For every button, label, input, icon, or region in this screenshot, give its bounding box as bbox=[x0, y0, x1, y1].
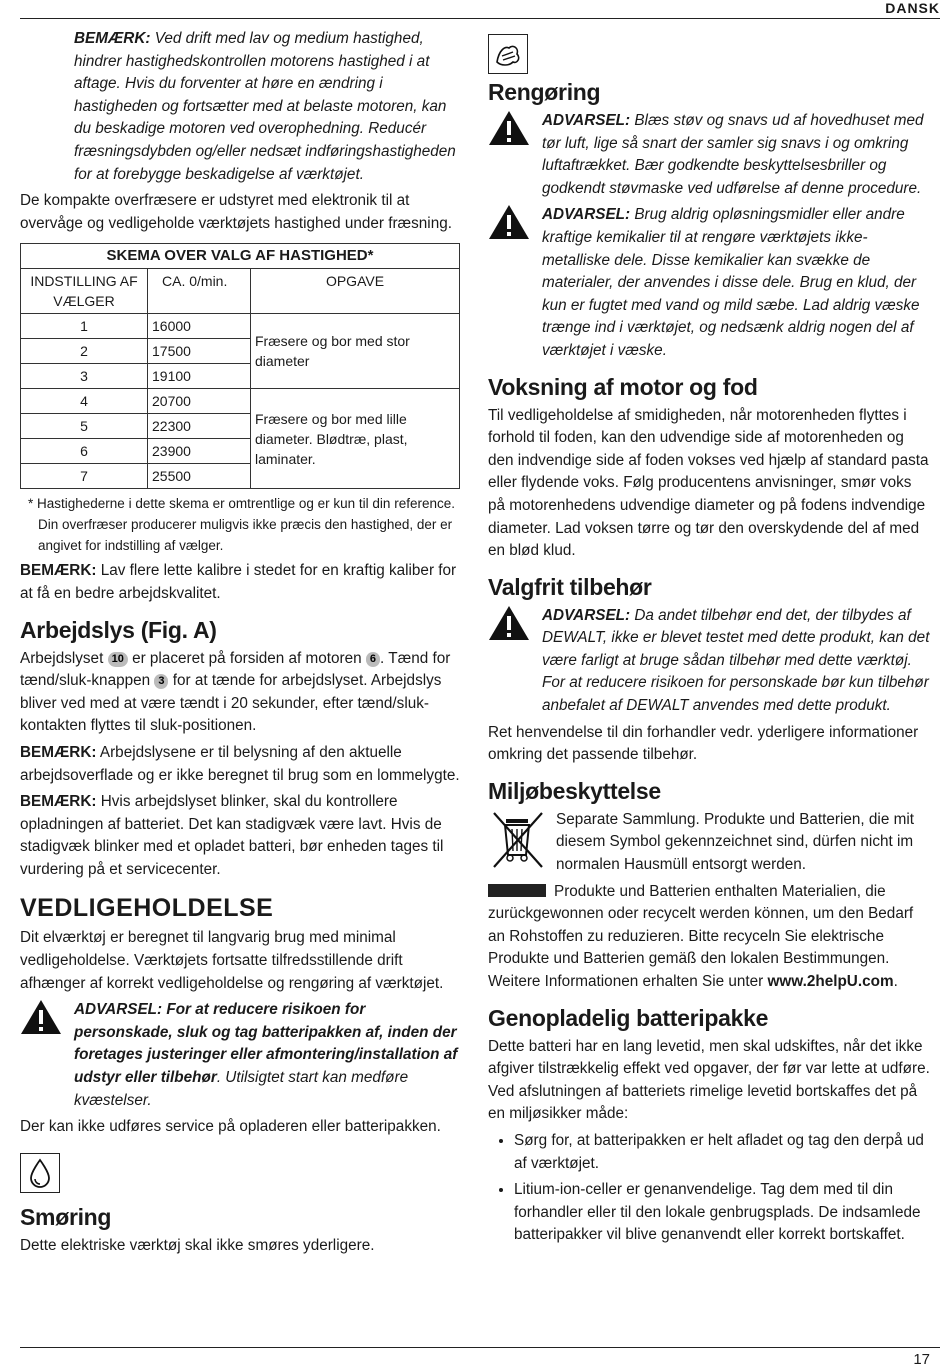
website-link[interactable]: www.2helpU.com bbox=[767, 973, 894, 990]
table-cell: 25500 bbox=[148, 464, 251, 489]
callout-6: 6 bbox=[366, 652, 380, 667]
header-rule bbox=[20, 18, 940, 19]
maintenance-warning: ADVARSEL: For at reducere risikoen for personskade, sluk og tag batteripakken af, inden der foretages justeringer eller afmontering/installation af udstyr eller tilbehør. Utilsigtet start kan medføre kvæstelser. bbox=[20, 999, 460, 1112]
environment-heading: Miljøbeskyttelse bbox=[488, 777, 661, 804]
intro-paragraph: De kompakte overfræsere er udstyret med elektronik til at overvåge og vedligeholde værktøjets hastighed under fræsning. bbox=[20, 192, 452, 232]
table-cell: Fræsere og bor med stor diameter bbox=[251, 314, 460, 389]
cleaning-heading: Rengøring bbox=[488, 79, 601, 105]
warning-icon bbox=[488, 204, 530, 240]
table-cell: 2 bbox=[21, 339, 148, 364]
table-cell: 16000 bbox=[148, 314, 251, 339]
accessories-heading: Valgfrit tilbehør bbox=[488, 573, 652, 600]
accessories-paragraph: Ret henvendelse til din forhandler vedr. yderligere informationer omkring det passende tilbehør. bbox=[488, 723, 919, 764]
table-cell: 7 bbox=[21, 464, 148, 489]
page-number: 17 bbox=[913, 1351, 930, 1368]
table-cell: 4 bbox=[21, 389, 148, 414]
table-cell: 22300 bbox=[148, 414, 251, 439]
table-cell: 23900 bbox=[148, 439, 251, 464]
table-title: SKEMA OVER VALG AF HASTIGHED* bbox=[21, 244, 460, 269]
col-header: OPGAVE bbox=[251, 269, 460, 314]
charger-service-note: Der kan ikke udføres service på opladeren eller batteripakken. bbox=[20, 1118, 441, 1136]
waxing-heading: Voksning af motor og fod bbox=[488, 373, 758, 400]
separate-collection-bar bbox=[488, 884, 546, 897]
table-footnote: * Hastighederne i dette skema er omtrentlige og er kun til din reference. Din overfræser producerer muligvis ikke præcis den hastighed, der er angivet for indstilling af vælger. bbox=[28, 496, 455, 554]
lubrication-icon bbox=[20, 1153, 60, 1193]
speed-table bbox=[20, 243, 460, 489]
cleaning-warning-1: ADVARSEL: Blæs støv og snavs ud af hovedhuset med tør luft, lige så snart der samler sig snavs i og omkring luftaftrækket. Bær godkendte beskyttelsesbriller og godkendt støvmaske ved udførelse af denne procedure. bbox=[488, 110, 930, 200]
language-label: DANSK bbox=[885, 0, 940, 16]
battery-heading: Genopladelig batteripakke bbox=[488, 1004, 769, 1031]
environment-paragraph-2: Produkte und Batterien enthalten Materialien, die zurückgewonnen oder recycelt werden können, um den Bedarf an Rohstoffen zu reduzieren. Bitte recyceln Sie elektrische Produkte und Batterien gemäß den lokalen Bestimmungen. Weitere Informationen erhalten Sie unter www.2helpU.com. bbox=[488, 882, 914, 990]
left-column bbox=[20, 28, 460, 1261]
right-column bbox=[488, 28, 930, 1251]
table-cell: Fræsere og bor med lille diameter. Blødtræ, plast, laminater. bbox=[251, 389, 460, 489]
worklight-heading: Arbejdslys (Fig. A) bbox=[20, 616, 217, 643]
table-cell: 5 bbox=[21, 414, 148, 439]
waxing-paragraph: Til vedligeholdelse af smidigheden, når motorenheden flyttes i forhold til foden, kan den udvendige side af motorenheden og den indvendige side af foden vokses ved hjælp af standard pasta eller flydende voks. Følg producentens anvisninger, smør voks på motorenhedens udvendige diameter og på fodens indvendige diameter. Lad voksen tørre og tør den overskydende del af med en blød klud. bbox=[488, 406, 929, 560]
warning-icon bbox=[488, 605, 530, 641]
lubrication-heading: Smøring bbox=[20, 1203, 112, 1230]
worklight-note-1: BEMÆRK: Arbejdslysene er til belysning af den aktuelle arbejdsoverflade og er ikke beregnet til brug som en lommelygte. bbox=[20, 743, 460, 784]
list-item: • Litium-ion-celler er genanvendelige. Tag dem med til din forhandler eller til den lokale genbrugsplads. De indsamlede batteripakker vil blive genanvendt eller korrekt bortskaffet. bbox=[514, 1179, 930, 1247]
table-cell: 17500 bbox=[148, 339, 251, 364]
table-cell: 6 bbox=[21, 439, 148, 464]
col-header: CA. 0/min. bbox=[148, 269, 251, 314]
callout-3: 3 bbox=[154, 674, 168, 689]
list-item: • Sørg for, at batteripakken er helt afladet og tag den derpå ud af værktøjet. bbox=[514, 1130, 930, 1175]
callout-10: 10 bbox=[108, 652, 128, 667]
accessories-warning: ADVARSEL: Da andet tilbehør end det, der tilbydes af DEWALT, ikke er blevet testet med dette produkt, kan det være farligt at bruge sådan tilbehør med dette værktøj. For at reducere risikoen for personskade bør kun tilbehør anbefalet af DEWALT anvendes med dette produkt. bbox=[488, 605, 930, 718]
battery-list bbox=[488, 1130, 930, 1247]
speed-note: BEMÆRK: Ved drift med lav og medium hastighed, hindrer hastighedskontrollen motorens hastighed i at aftage. Hvis du forventer at høre en ændring i hastigheden og fortsætter med at belaste motoren, kan du beskadige motoren ved overophedning. Reducér fræsningsdybden og/eller nedsæt indføringshastigheden for at forebygge beskadigelse af værktøjet. bbox=[74, 30, 456, 183]
cleaning-icon bbox=[488, 34, 528, 74]
crossed-bin-icon bbox=[488, 809, 548, 871]
environment-paragraph-1: Separate Sammlung. Produkte und Batterien, die mit diesem Symbol gekennzeichnet sind, dürfen nicht im normalen Hausmüll entsorgt werden. bbox=[556, 810, 914, 874]
cleaning-warning-2: ADVARSEL: Brug aldrig opløsningsmidler eller andre kraftige kemikalier til at rengøre værktøjets ikke-metalliske dele. Disse kemikalier kan svække de materialer, der anvendes i disse dele. Brug en klud, der kun er fugtet med vand og mild sæbe. Lad aldrig væske trænge ind i værktøjet, og nedsænk aldrig nogen del af værktøjet i væske. bbox=[488, 204, 930, 362]
warning-icon bbox=[488, 110, 530, 146]
environment-block bbox=[488, 809, 930, 877]
col-header: INDSTILLING AF VÆLGER bbox=[21, 269, 148, 314]
battery-paragraph: Dette batteri har en lang levetid, men skal udskiftes, når det ikke afgiver tilstrækkelig effekt ved opgaver, der før var lette at udføre. Ved afslutningen af batteriets rimelige levetid bortskaffes det på en miljøsikker måde: bbox=[488, 1037, 930, 1123]
maintenance-paragraph: Dit elværktøj er beregnet til langvarig brug med minimal vedligeholdelse. Værktøjets fortsatte tilfredsstillende drift afhænger af korrekt vedligeholdelse og rengøring af værktøjet. bbox=[20, 929, 444, 992]
worklight-paragraph: Arbejdslyset 10 er placeret på forsiden af motoren 6 . Tænd for tænd/sluk-knappen 3 for at tænde for arbejdslyset. Arbejdslys bliver ved med at være tændt i 20 sekunder, efter tænd/sluk-kontakten flyttes til sluk-positionen. bbox=[20, 649, 451, 735]
quality-note: BEMÆRK: Lav flere lette kalibre i stedet for en kraftig kaliber for at få en bedre arbejdskvalitet. bbox=[20, 562, 457, 602]
table-cell: 19100 bbox=[148, 364, 251, 389]
worklight-note-2: BEMÆRK: Hvis arbejdslyset blinker, skal du kontrollere opladningen af batteriet. Det kan stadigvæk være lavt. Hvis de stadigvæk blinker med et opladet batteri, bør enheden tages til vurdering på et servicecenter. bbox=[20, 793, 444, 878]
table-cell: 3 bbox=[21, 364, 148, 389]
table-cell: 20700 bbox=[148, 389, 251, 414]
maintenance-heading: VEDLIGEHOLDELSE bbox=[20, 894, 274, 923]
warning-icon bbox=[20, 999, 62, 1035]
lubrication-paragraph: Dette elektriske værktøj skal ikke smøres yderligere. bbox=[20, 1236, 375, 1254]
table-cell: 1 bbox=[21, 314, 148, 339]
footer-rule bbox=[20, 1347, 940, 1348]
